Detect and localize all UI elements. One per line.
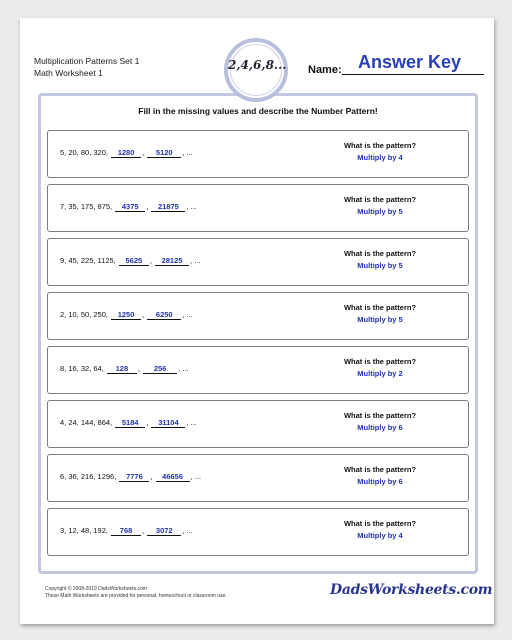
copyright-line-2: These Math Worksheets are provided for personal, homeschool or classroom use. bbox=[45, 593, 227, 599]
pattern-question: What is the pattern? bbox=[343, 411, 417, 420]
given-numbers: 9, 45, 225, 1125, bbox=[60, 256, 116, 265]
pattern-answer: Multiply by 6 bbox=[357, 423, 403, 432]
blank-answer-1[interactable]: 5625 bbox=[119, 256, 149, 266]
problems-frame bbox=[38, 93, 478, 574]
given-numbers: 7, 35, 175, 875, bbox=[60, 202, 113, 211]
pattern-question: What is the pattern? bbox=[343, 357, 417, 366]
separator: , bbox=[182, 526, 185, 535]
answer-key-text: Answer Key bbox=[358, 52, 462, 72]
blank-answer-2[interactable]: 3072 bbox=[147, 526, 181, 536]
separator: , bbox=[142, 148, 145, 157]
blank-answer-2[interactable]: 21875 bbox=[151, 202, 185, 212]
blank-answer-2[interactable]: 6250 bbox=[147, 310, 181, 320]
blank-answer-2[interactable]: 31104 bbox=[151, 418, 185, 428]
copyright-line-1: Copyright © 2008-2019 DadsWorksheets.com bbox=[45, 586, 147, 592]
name-label: Name: bbox=[308, 64, 342, 76]
pattern-answer: Multiply by 5 bbox=[357, 261, 403, 270]
pattern-question: What is the pattern? bbox=[343, 303, 417, 312]
blank-answer-2[interactable]: 256 bbox=[143, 364, 177, 374]
given-numbers: 5, 20, 80, 320, bbox=[60, 148, 108, 157]
problem-row bbox=[47, 508, 469, 556]
brand-logo: DadsWorksheets.com bbox=[330, 582, 493, 598]
logo-text: 2,4,6,8... bbox=[228, 58, 287, 72]
pattern-question: What is the pattern? bbox=[343, 465, 417, 474]
pattern-question: What is the pattern? bbox=[343, 519, 417, 528]
problem-row bbox=[47, 346, 469, 394]
ellipsis: ... bbox=[182, 364, 189, 373]
pattern-answer: Multiply by 2 bbox=[357, 369, 403, 378]
number-sequence bbox=[60, 256, 200, 266]
blank-answer-1[interactable]: 768 bbox=[111, 526, 141, 536]
number-sequence bbox=[60, 472, 201, 482]
blank-answer-1[interactable]: 1250 bbox=[111, 310, 141, 320]
ellipsis: ... bbox=[190, 418, 197, 427]
number-sequence bbox=[60, 364, 189, 374]
pattern-answer: Multiply by 4 bbox=[357, 531, 403, 540]
ellipsis: ... bbox=[194, 472, 202, 481]
pattern-answer: Multiply by 5 bbox=[357, 207, 403, 216]
number-sequence bbox=[60, 418, 197, 428]
blank-answer-2[interactable]: 28125 bbox=[155, 256, 189, 266]
problem-row bbox=[47, 292, 469, 340]
pattern-question: What is the pattern? bbox=[343, 249, 417, 258]
separator: , bbox=[178, 364, 181, 373]
separator: , bbox=[186, 202, 189, 211]
instructions: Fill in the missing values and describe the Number Pattern! bbox=[138, 106, 378, 116]
separator: , bbox=[146, 202, 149, 211]
given-numbers: 6, 36, 216, 1296, bbox=[60, 472, 117, 481]
blank-answer-2[interactable]: 46656 bbox=[156, 472, 190, 482]
separator: , bbox=[182, 148, 185, 157]
separator: , bbox=[142, 526, 145, 535]
pattern-question: What is the pattern? bbox=[343, 141, 417, 150]
copyright bbox=[45, 586, 227, 600]
blank-answer-1[interactable]: 5184 bbox=[115, 418, 145, 428]
number-sequence bbox=[60, 310, 193, 320]
separator: , bbox=[182, 310, 185, 319]
blank-answer-1[interactable]: 128 bbox=[107, 364, 137, 374]
blank-answer-1[interactable]: 4375 bbox=[115, 202, 145, 212]
pattern-question: What is the pattern? bbox=[343, 195, 417, 204]
separator: , bbox=[146, 418, 149, 427]
separator: , bbox=[150, 472, 153, 481]
logo-badge bbox=[224, 38, 288, 102]
blank-answer-1[interactable]: 7776 bbox=[119, 472, 149, 482]
separator: , bbox=[190, 256, 193, 265]
blank-answer-1[interactable]: 1280 bbox=[111, 148, 141, 158]
worksheet-title bbox=[34, 55, 139, 79]
number-sequence bbox=[60, 202, 197, 212]
title-line-2: Math Worksheet 1 bbox=[34, 68, 103, 78]
ellipsis: ... bbox=[190, 202, 197, 211]
number-sequence bbox=[60, 148, 193, 158]
title-line-1: Multiplication Patterns Set 1 bbox=[34, 56, 140, 66]
given-numbers: 8, 16, 32, 64, bbox=[60, 364, 104, 373]
separator: , bbox=[142, 310, 145, 319]
ellipsis: ... bbox=[194, 256, 201, 265]
pattern-answer: Multiply by 5 bbox=[357, 315, 403, 324]
blank-answer-2[interactable]: 5120 bbox=[147, 148, 181, 158]
given-numbers: 4, 24, 144, 864, bbox=[60, 418, 113, 427]
pattern-answer: Multiply by 4 bbox=[357, 153, 403, 162]
separator: , bbox=[186, 418, 189, 427]
ellipsis: ... bbox=[186, 526, 193, 535]
given-numbers: 2, 10, 50, 250, bbox=[60, 310, 108, 319]
problem-row bbox=[47, 184, 469, 232]
ellipsis: ... bbox=[186, 310, 193, 319]
problem-row bbox=[47, 238, 469, 286]
given-numbers: 3, 12, 48, 192, bbox=[60, 526, 108, 535]
separator: , bbox=[149, 256, 152, 265]
problem-row bbox=[47, 400, 469, 448]
worksheet-page bbox=[20, 18, 494, 624]
separator: , bbox=[137, 364, 140, 373]
pattern-answer: Multiply by 6 bbox=[357, 477, 403, 486]
ellipsis: ... bbox=[186, 148, 193, 157]
separator: , bbox=[190, 472, 193, 481]
problem-row bbox=[47, 454, 469, 502]
number-sequence bbox=[60, 526, 193, 536]
problem-row bbox=[47, 130, 469, 178]
